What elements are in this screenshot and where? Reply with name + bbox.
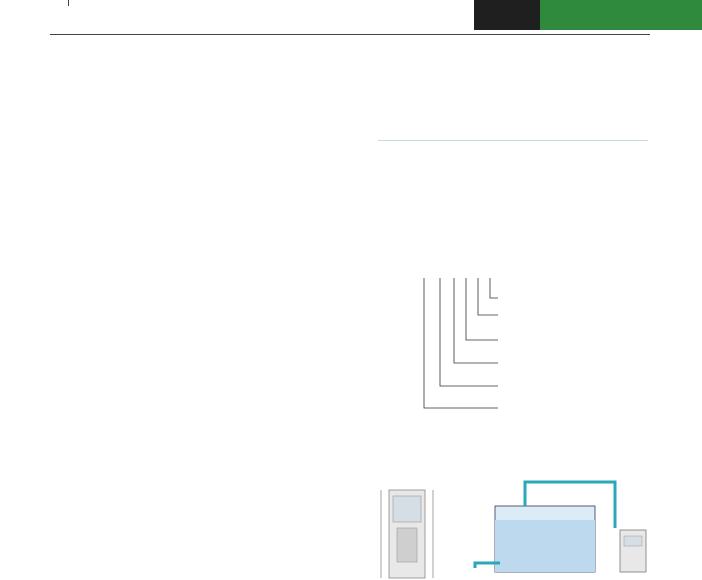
- spec-header-rule: [378, 140, 648, 141]
- water-tank-illustration: [495, 506, 595, 572]
- treatment-unit-illustration: [381, 490, 433, 578]
- install-diagram: [375, 468, 665, 580]
- header-rule: [50, 34, 650, 35]
- section-code: [474, 0, 540, 30]
- section-title: [540, 0, 702, 30]
- model-bracket-lines: [420, 278, 500, 413]
- header-tick: [68, 0, 69, 6]
